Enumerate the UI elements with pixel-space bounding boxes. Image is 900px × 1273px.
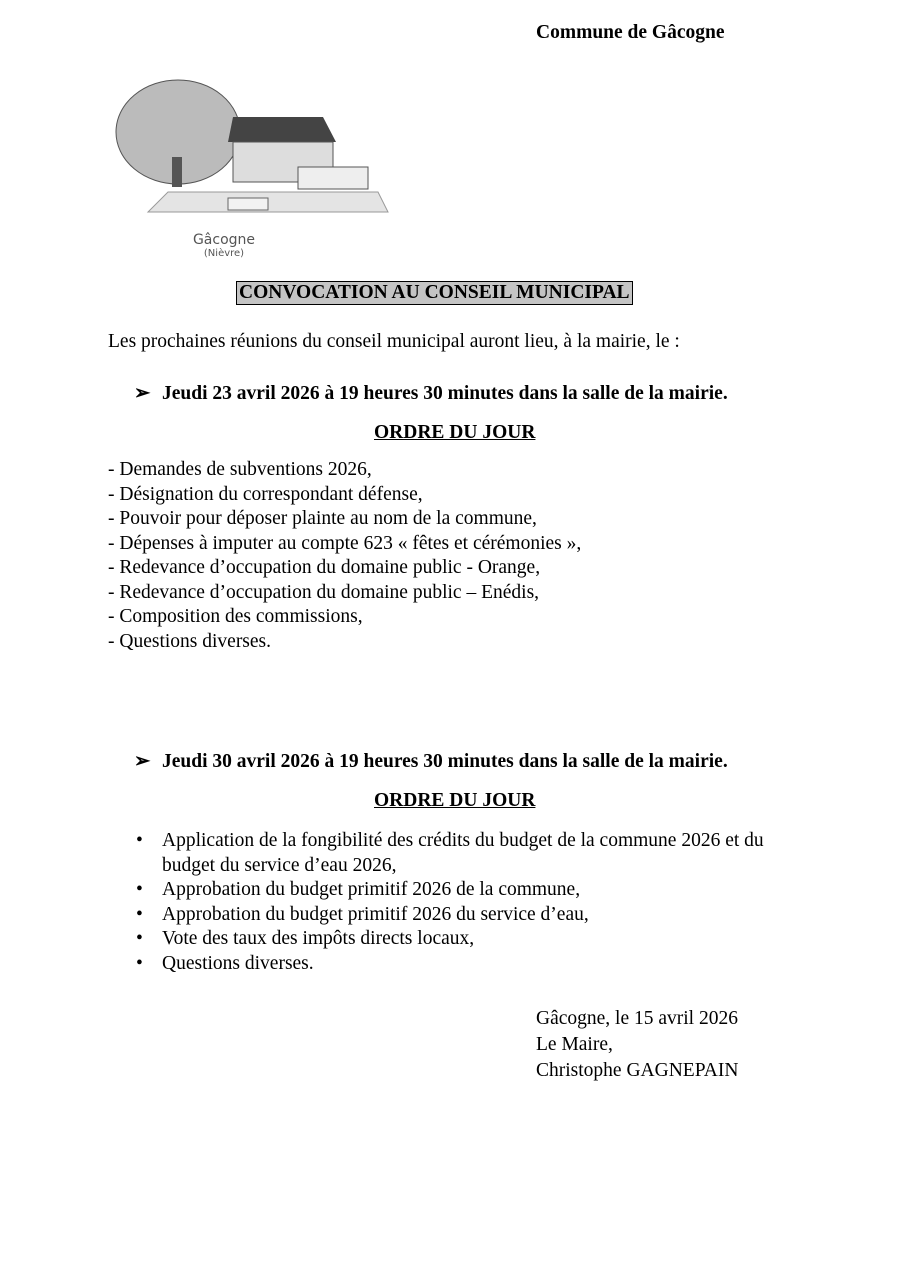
meeting-2-date (134, 750, 728, 775)
list-item: • Vote des taux des impôts directs locaux, (108, 927, 808, 952)
page-title: CONVOCATION AU CONSEIL MUNICIPAL (236, 281, 633, 305)
signature-role: Le Maire, (536, 1034, 613, 1055)
agenda-title-2: ORDRE DU JOUR (374, 790, 536, 811)
list-item: • Questions diverses. (108, 952, 808, 977)
list-item: - Pouvoir pour déposer plainte au nom de la commune, (108, 508, 537, 529)
list-item: • Approbation du budget primitif 2026 de la commune, (108, 878, 808, 903)
meeting-date-text: Jeudi 30 avril 2026 à 19 heures 30 minutes dans la salle de la mairie. (162, 751, 728, 772)
signature-name: Christophe GAGNEPAIN (536, 1060, 739, 1081)
list-item: - Dépenses à imputer au compte 623 « fêtes et cérémonies », (108, 532, 582, 554)
intro-text: Les prochaines réunions du conseil municipal auront lieu, à la mairie, le : (108, 331, 680, 352)
list-item: - Désignation du correspondant défense, (108, 483, 423, 505)
meeting-1-date (134, 382, 728, 407)
list-item: - Redevance d’occupation du domaine public - Orange, (108, 557, 541, 578)
list-item: - Questions diverses. (108, 630, 272, 652)
arrow-bullet-icon: ➢ (134, 751, 151, 772)
signature-block (536, 1006, 738, 1084)
signature-place-date: Gâcogne, le 15 avril 2026 (536, 1008, 738, 1029)
meeting-date-text: Jeudi 23 avril 2026 à 19 heures 30 minutes dans la salle de la mairie. (162, 383, 728, 404)
list-item: - Composition des commissions, (108, 606, 363, 627)
agenda-list-1 (108, 458, 581, 654)
list-item: - Demandes de subventions 2026, (108, 459, 372, 480)
list-item: • Application de la fongibilité des crédits du budget de la commune 2026 et du budget du service d’eau 2026, (108, 829, 808, 878)
village-illustration-icon (108, 62, 400, 227)
logo-region: (Nièvre) (203, 248, 245, 259)
logo-name: Gâcogne (192, 232, 256, 248)
list-item: • Approbation du budget primitif 2026 du service d’eau, (108, 903, 808, 928)
agenda-title-1: ORDRE DU JOUR (374, 422, 536, 443)
village-logo (108, 62, 400, 264)
commune-header: Commune de Gâcogne (536, 22, 725, 43)
agenda-list-2 (108, 829, 808, 976)
list-item: - Redevance d’occupation du domaine public – Enédis, (108, 581, 540, 603)
arrow-bullet-icon: ➢ (134, 383, 151, 404)
